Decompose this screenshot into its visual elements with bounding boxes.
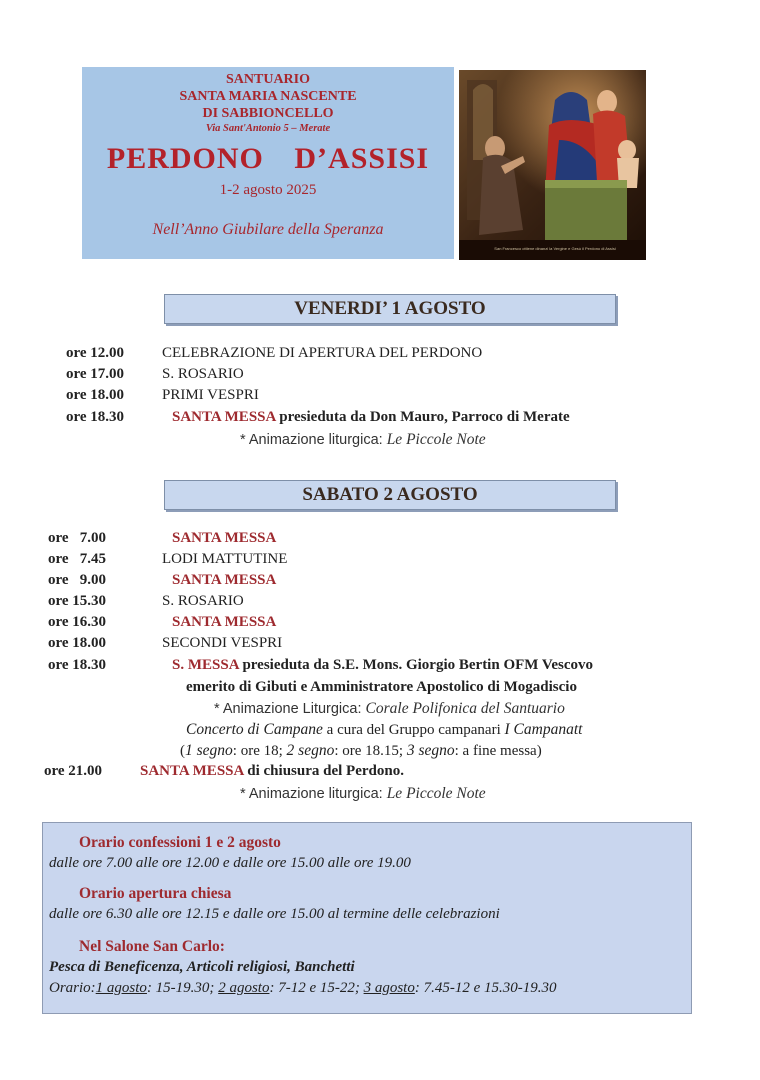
day-1: 1 agosto <box>95 980 147 996</box>
event-text: S. ROSARIO <box>162 593 244 609</box>
concerto-title: Concerto di Campane <box>186 721 323 738</box>
day-1-hours: : 15-19.30; <box>146 980 219 996</box>
event-highlight: SANTA MESSA <box>172 409 276 425</box>
page-title: PERDONO D’ASSISI <box>106 142 430 175</box>
event-highlight: SANTA MESSA <box>172 572 277 588</box>
salone-hours <box>49 980 557 997</box>
event-highlight: SANTA MESSA <box>140 763 244 779</box>
anim-prefix: * Animazione Liturgica: <box>214 701 366 717</box>
event-highlight: SANTA MESSA <box>172 530 277 546</box>
time-label: ore 7.00 <box>48 530 107 546</box>
salone-items: Pesca di Beneficenza, Articoli religiosi, Banchetti <box>49 959 355 975</box>
day-3: 3 agosto <box>363 980 415 996</box>
segno-3-value: : a fine messa) <box>454 743 542 759</box>
header-sanctuary: SANTUARIO <box>225 72 310 87</box>
banner-sabato: SABATO 2 AGOSTO <box>164 480 616 510</box>
event-highlight: SANTA MESSA <box>172 614 277 630</box>
header-jubilee: Nell’Anno Giubilare della Speranza <box>152 221 384 238</box>
banner-venerdi: VENERDI’ 1 AGOSTO <box>164 294 616 324</box>
time-label: ore 21.00 <box>44 763 103 779</box>
info-box <box>42 822 692 1014</box>
apertura-text: dalle ore 6.30 alle ore 12.15 e dalle ore 15.00 al termine delle celebrazioni <box>49 906 500 922</box>
anim-name: Le Piccole Note <box>386 785 486 802</box>
event-detail-cont: emerito di Gibuti e Amministratore Apostolico di Mogadiscio <box>186 679 577 695</box>
segno-3: 3 segno <box>406 742 455 759</box>
painting-image <box>459 70 646 260</box>
day-3-hours: : 7.45-12 e 15.30-19.30 <box>414 980 557 996</box>
anim-prefix: * Animazione liturgica: <box>240 786 387 802</box>
day-2: 2 agosto <box>218 980 270 996</box>
header-place: DI SABBIONCELLO <box>202 106 334 121</box>
liturgy-animation <box>240 785 486 803</box>
time-label: ore 18.30 <box>66 409 125 425</box>
day-2-hours: : 7-12 e 15-22; <box>269 980 364 996</box>
time-label: ore 18.00 <box>66 387 125 403</box>
event-detail: di chiusura del Perdono. <box>243 763 404 779</box>
confessioni-text: dalle ore 7.00 alle ore 12.00 e dalle ore 15.00 alle ore 19.00 <box>49 855 411 871</box>
event-text: CELEBRAZIONE DI APERTURA DEL PERDONO <box>162 345 483 361</box>
segno-2-value: : ore 18.15; <box>334 743 407 759</box>
liturgy-animation <box>240 431 486 449</box>
time-label: ore 16.30 <box>48 614 107 630</box>
time-label: ore 12.00 <box>66 345 125 361</box>
event-text: S. ROSARIO <box>162 366 244 382</box>
anim-prefix: * Animazione liturgica: <box>240 432 387 448</box>
header-box <box>82 67 454 259</box>
concerto-text: a cura del Gruppo campanari <box>322 722 505 738</box>
confessioni-title: Orario confessioni 1 e 2 agosto <box>79 834 281 851</box>
header-date: 1-2 agosto 2025 <box>219 182 317 198</box>
event-text <box>172 409 570 426</box>
time-label: ore 18.00 <box>48 635 107 651</box>
event-text <box>172 657 593 674</box>
header-address: Via Sant'Antonio 5 – Merate <box>205 123 331 134</box>
segni-open: ( <box>180 743 185 759</box>
event-detail: presieduta da S.E. Mons. Giorgio Bertin OFM Vescovo <box>238 657 594 673</box>
segno-2: 2 segno <box>286 742 335 759</box>
event-detail: presieduta da Don Mauro, Parroco di Merate <box>275 409 570 425</box>
concerto-group: I Campanatt <box>504 721 583 738</box>
time-label: ore 18.30 <box>48 657 107 673</box>
event-highlight: S. MESSA <box>172 657 239 673</box>
apertura-title: Orario apertura chiesa <box>79 885 232 902</box>
header-church-name: SANTA MARIA NASCENTE <box>179 89 357 104</box>
anim-name: Le Piccole Note <box>386 431 486 448</box>
event-text: SECONDI VESPRI <box>162 635 283 651</box>
liturgy-animation <box>214 700 565 718</box>
event-text <box>140 763 404 780</box>
segno-1: 1 segno <box>185 742 233 759</box>
painting-icon <box>459 70 646 260</box>
time-label: ore 9.00 <box>48 572 107 588</box>
orario-label: Orario: <box>49 980 96 996</box>
painting-caption: San Francesco ottiene dinanzi la Vergine e Gesù il Perdono di Assisi <box>494 246 616 251</box>
time-label: ore 17.00 <box>66 366 125 382</box>
time-label: ore 7.45 <box>48 551 107 567</box>
concerto-line <box>186 721 582 739</box>
event-text: PRIMI VESPRI <box>162 387 259 403</box>
anim-name: Corale Polifonica del Santuario <box>365 700 565 717</box>
segni-line <box>180 742 542 760</box>
salone-title: Nel Salone San Carlo: <box>79 938 225 955</box>
segno-1-value: : ore 18; <box>232 743 287 759</box>
event-text: LODI MATTUTINE <box>162 551 288 567</box>
time-label: ore 15.30 <box>48 593 107 609</box>
